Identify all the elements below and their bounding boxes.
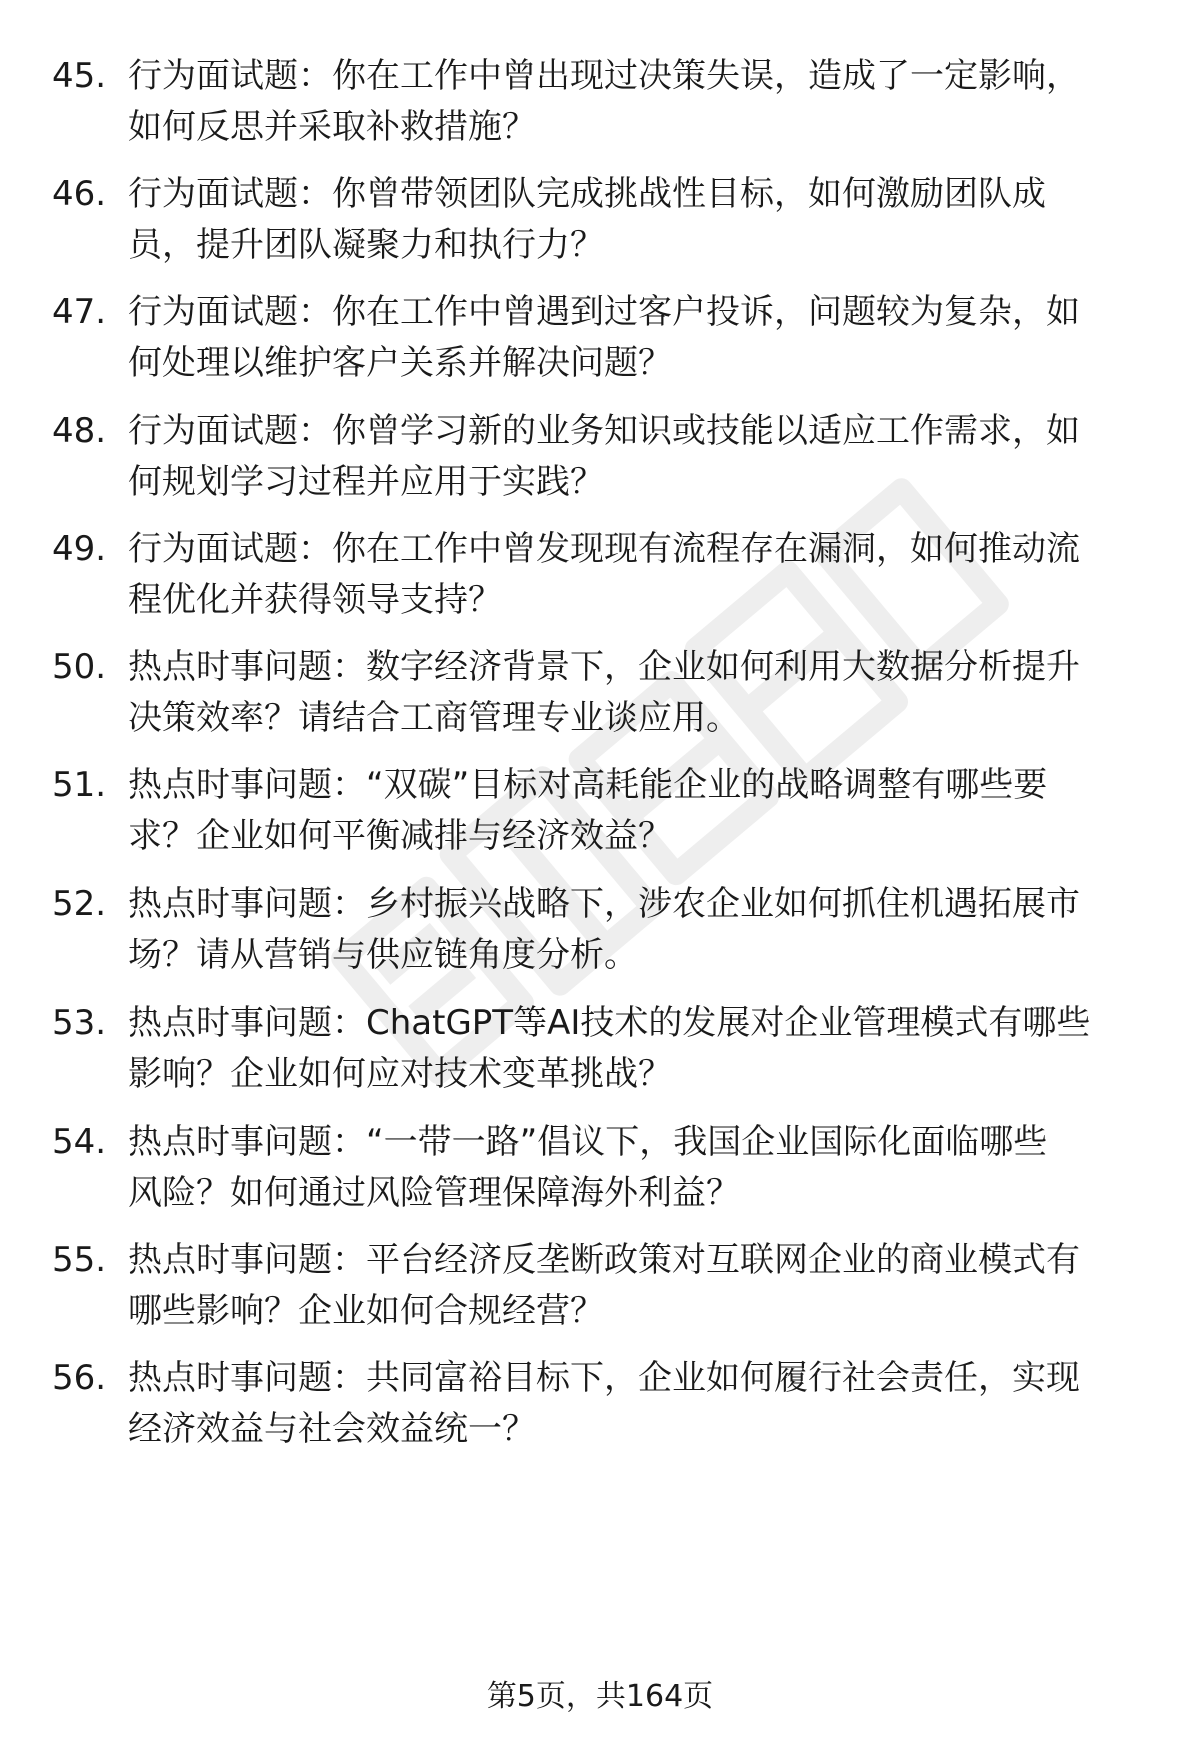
question-item (0, 878, 1200, 988)
question-text-line-2: 影响？企业如何应对技术变革挑战？ (128, 1054, 672, 1094)
question-number: 54. (52, 1122, 107, 1162)
question-text-line-2: 何规划学习过程并应用于实践？ (128, 462, 604, 502)
question-text-line-1: 热点时事问题：乡村振兴战略下，涉农企业如何抓住机遇拓展市 (128, 884, 1080, 924)
question-text-line-2: 程优化并获得领导支持？ (128, 580, 502, 620)
question-item (0, 641, 1200, 751)
page-number-footer: 第5页，共164页 (486, 1679, 714, 1714)
question-text-line-2: 何处理以维护客户关系并解决问题？ (128, 343, 672, 383)
question-number: 49. (52, 529, 107, 569)
question-text-line-1: 行为面试题：你曾学习新的业务知识或技能以适应工作需求，如 (128, 411, 1080, 451)
question-item (0, 1352, 1200, 1462)
question-text-line-1: 热点时事问题：平台经济反垄断政策对互联网企业的商业模式有 (128, 1240, 1080, 1280)
question-item (0, 759, 1200, 869)
question-item (0, 523, 1200, 633)
question-number: 46. (52, 174, 107, 214)
question-text-line-1: 行为面试题：你在工作中曾遇到过客户投诉，问题较为复杂，如 (128, 292, 1080, 332)
question-text-line-1: 热点时事问题：共同富裕目标下，企业如何履行社会责任，实现 (128, 1358, 1080, 1398)
question-text-line-1: 热点时事问题：数字经济背景下，企业如何利用大数据分析提升 (128, 647, 1080, 687)
question-number: 48. (52, 411, 107, 451)
question-text-line-2: 求？企业如何平衡减排与经济效益？ (128, 816, 672, 856)
question-text-line-1: 行为面试题：你在工作中曾发现现有流程存在漏洞，如何推动流 (128, 529, 1080, 569)
question-number: 52. (52, 884, 107, 924)
question-item (0, 168, 1200, 278)
question-item (0, 286, 1200, 396)
question-number: 51. (52, 765, 107, 805)
question-number: 56. (52, 1358, 107, 1398)
question-item (0, 50, 1200, 160)
question-text-line-2: 如何反思并采取补救措施？ (128, 107, 536, 147)
question-text-line-2: 决策效率？请结合工商管理专业谈应用。 (128, 698, 740, 738)
question-text-line-1: 热点时事问题：“一带一路”倡议下，我国企业国际化面临哪些 (128, 1122, 1048, 1162)
question-text-line-2: 风险？如何通过风险管理保障海外利益？ (128, 1173, 740, 1213)
question-number: 53. (52, 1003, 107, 1043)
question-item (0, 1116, 1200, 1226)
question-text-line-1: 行为面试题：你曾带领团队完成挑战性目标，如何激励团队成 (128, 174, 1046, 214)
question-number: 50. (52, 647, 107, 687)
question-number: 47. (52, 292, 107, 332)
question-item (0, 997, 1200, 1107)
question-number: 45. (52, 56, 107, 96)
question-text-line-2: 经济效益与社会效益统一？ (128, 1409, 536, 1449)
question-text-line-1: 热点时事问题：ChatGPT等AI技术的发展对企业管理模式有哪些 (128, 1003, 1091, 1043)
question-item (0, 405, 1200, 515)
question-text-line-2: 哪些影响？企业如何合规经营？ (128, 1291, 604, 1331)
question-text-line-2: 场？请从营销与供应链角度分析。 (128, 935, 638, 975)
question-item (0, 1234, 1200, 1344)
question-text-line-2: 员，提升团队凝聚力和执行力？ (128, 225, 604, 265)
question-number: 55. (52, 1240, 107, 1280)
question-text-line-1: 行为面试题：你在工作中曾出现过决策失误，造成了一定影响， (128, 56, 1080, 96)
question-text-line-1: 热点时事问题：“双碳”目标对高耗能企业的战略调整有哪些要 (128, 765, 1048, 805)
